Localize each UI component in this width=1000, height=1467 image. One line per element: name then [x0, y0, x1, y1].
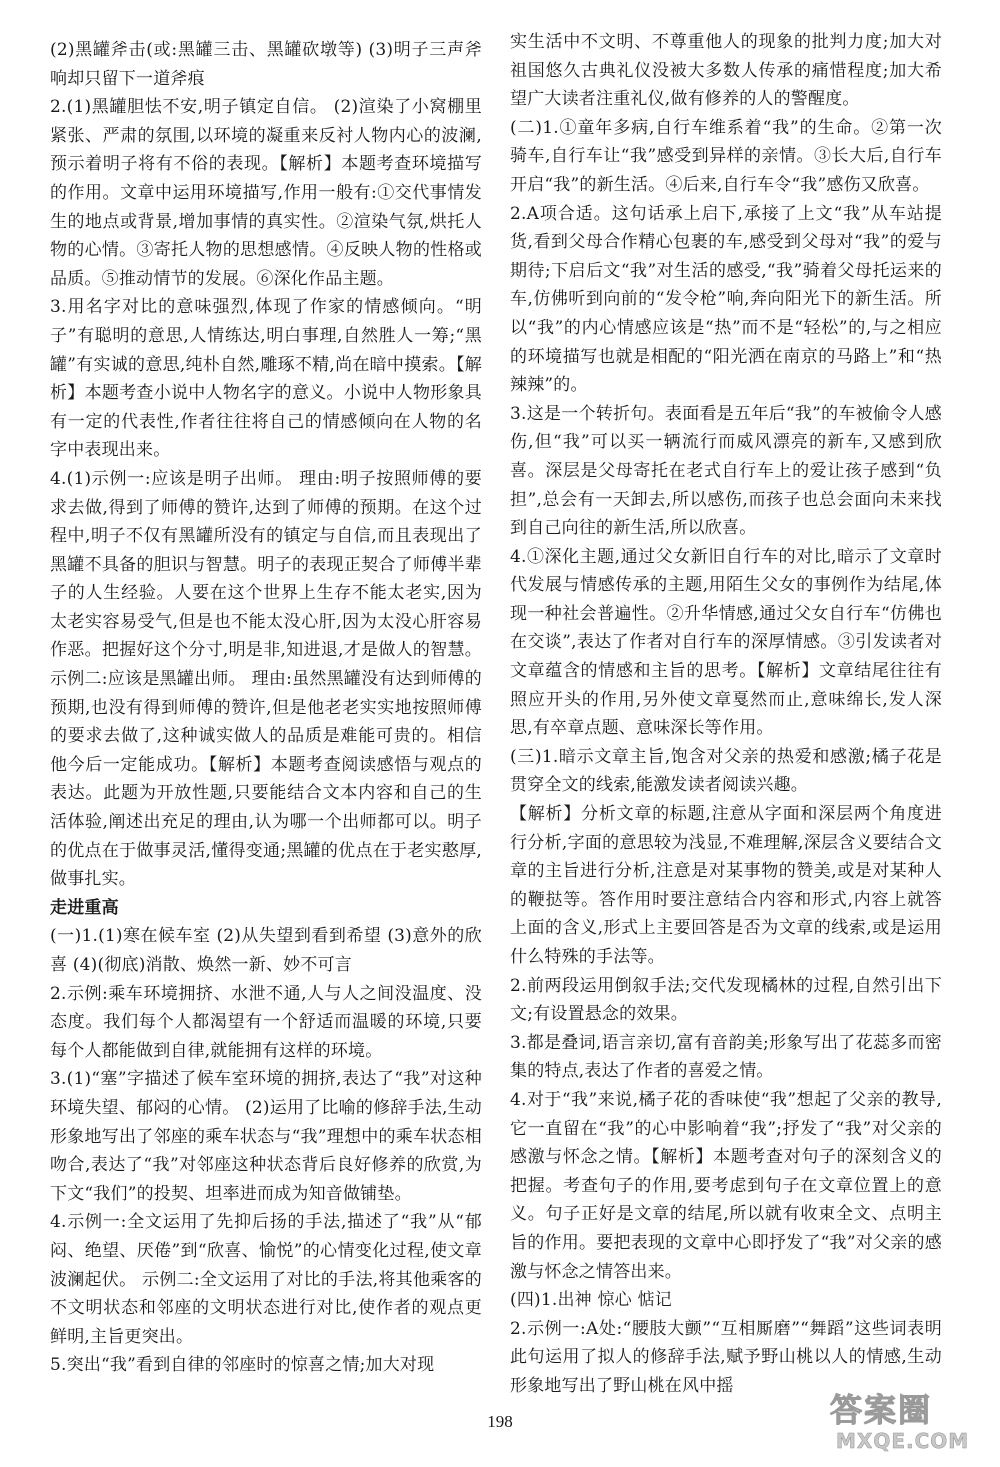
page-number: 198 — [487, 1412, 513, 1431]
right-paragraph-11: (四)1.出神 惊心 惦记 — [510, 1290, 672, 1311]
left-column — [50, 36, 482, 1380]
right-column — [510, 28, 942, 1401]
left-paragraph-1: (2)黑罐斧击(或:黑罐三击、黑罐砍墩等) (3)明子三声斧响却只留下一道斧痕 — [50, 40, 482, 89]
right-paragraph-1: 实生活中不文明、不尊重他人的现象的批判力度;加大对祖国悠久古典礼仪没被大多数人传承的痛惜程度;加大希望广大读者注重礼仪,做有修养的人的警醒度。 — [510, 32, 942, 110]
left-paragraph-8: 3.(1)“塞”字描述了候车室环境的拥挤,表达了“我”对这种环境失望、郁闷的心情。 (2)运用了比喻的修辞手法,生动形象地写出了邻座的乘车状态与“我”理想中的乘车状态相吻合,表达了“我”对邻座这种状态背后良好修养的欣赏,为下文“我们”的投契、坦率进而成为知音做铺垫。 — [50, 1069, 482, 1204]
right-paragraph-12: 2.示例一:A处:“腰肢大颤”“互相厮磨”“舞蹈”这些词表明此句运用了拟人的修辞手法,赋予野山桃以人的情感,生动形象地写出了野山桃在风中摇 — [510, 1318, 942, 1396]
right-paragraph-4: 3.这是一个转折句。表面看是五年后“我”的车被偷令人感伤,但“我”可以买一辆流行而威风漂亮的新车,又感到欣喜。深层是父母寄托在老式自行车上的爱让孩子感到“负担”,总会有一天卸去,所以感伤,而孩子也总会面向未来找到自己向往的新生活,所以欣喜。 — [510, 403, 942, 539]
right-paragraph-6: (三)1.暗示文章主旨,饱含对父亲的热爱和感激;橘子花是贯穿全文的线索,能激发读者阅读兴趣。 — [510, 746, 942, 796]
watermark-main-text: 答案圈 — [830, 1391, 933, 1429]
left-paragraph-3: 3.用名字对比的意味强烈,体现了作家的情感倾向。“明子”有聪明的意思,人情练达,明白事理,自然胜人一筹;“黑罐”有实诚的意思,纯朴自然,雕琢不精,尚在暗中摸索。【解析】本题考查小说中人物名字的意义。小说中人物形象具有一定的代表性,作者往往将自己的情感倾向在人物的名字中表现出来。 — [50, 297, 482, 461]
right-paragraph-8: 2.前两段运用倒叙手法;交代发现橘林的过程,自然引出下文;有设置悬念的效果。 — [510, 975, 942, 1025]
left-paragraph-7: 2.示例:乘车环境拥挤、水泄不通,人与人之间没温度、没态度。我们每个人都渴望有一个舒适而温暖的环境,只要每个人都能做到自律,就能拥有这样的环境。 — [50, 983, 482, 1061]
section-heading: 走进重高 — [50, 897, 119, 918]
left-paragraph-9: 4.示例一:全文运用了先抑后扬的手法,描述了“我”从“郁闷、绝望、厌倦”到“欣喜、愉悦”的心情变化过程,使文章波澜起伏。 示例二:全文运用了对比的手法,将其他乘客的不文明状态和邻座的文明状态进行对比,使作者的观点更鲜明,主旨更突出。 — [50, 1212, 482, 1347]
watermark-logo — [820, 1385, 990, 1455]
left-paragraph-10: 5.突出“我”看到自律的邻座时的惊喜之情;加大对现 — [50, 1355, 435, 1376]
right-paragraph-9: 3.都是叠词,语言亲切,富有音韵美;形象写出了花蕊多而密集的特点,表达了作者的喜爱之情。 — [510, 1032, 942, 1082]
right-paragraph-10: 4.对于“我”来说,橘子花的香味使“我”想起了父亲的教导,它一直留在“我”的心中影响着“我”;抒发了“我”对父亲的感激与怀念之情。【解析】本题考查对句子的深刻含义的把握。考查句子的作用,要考虑到句子在文章位置上的意义。句子正好是文章的结尾,所以就有收束全文、点明主旨的作用。要把表现的文章中心即抒发了“我”对父亲的感激与怀念之情答出来。 — [510, 1089, 942, 1282]
right-paragraph-2: (二)1.①童年多病,自行车维系着“我”的生命。②第一次骑车,自行车让“我”感受到异样的亲情。③长大后,自行车开启“我”的新生活。④后来,自行车令“我”感伤又欣喜。 — [510, 117, 942, 195]
right-paragraph-3: 2.A项合适。这句话承上启下,承接了上文“我”从车站提货,看到父母合作精心包裹的车,感受到父母对“我”的爱与期待;下启后文“我”对生活的感受,“我”骑着父母托运来的车,仿佛听到向前的“发令枪”响,奔向阳光下的新生活。所以“我”的内心情感应该是“热”而不是“轻松”的,与之相应的环境描写也就是相配的“阳光洒在南京的马路上”和“热辣辣”的。 — [510, 203, 942, 396]
right-paragraph-5: 4.①深化主题,通过父女新旧自行车的对比,暗示了文章时代发展与情感传承的主题,用陌生父女的事例作为结尾,体现一种社会普遍性。②升华情感,通过父女自行车“仿佛也在交谈”,表达了作者对自行车的深厚情感。③引发读者对文章蕴含的情感和主旨的思考。【解析】文章结尾往往有照应开头的作用,另外使文章戛然而止,意味绵长,发人深思,有卒章点题、意味深长等作用。 — [510, 546, 942, 739]
right-paragraph-7: 【解析】分析文章的标题,注意从字面和深层两个角度进行分析,字面的意思较为浅显,不难理解,深层含义要结合文章的主旨进行分析,注意是对某事物的赞美,或是对某种人的鞭挞等。答作用时要注意结合内容和形式,内容上就答上面的含义,形式上主要回答是否为文章的线索,或是运用什么特殊的手法等。 — [510, 804, 942, 967]
left-paragraph-2: 2.(1)黑罐胆怯不安,明子镇定自信。 (2)渲染了小窝棚里紧张、严肃的氛围,以环境的凝重来反衬人物内心的波澜,预示着明子将有不俗的表现。【解析】本题考查环境描写的作用。文章中运用环境描写,作用一般有:①交代事情发生的地点或背景,增加事情的真实性。②渲染气氛,烘托人物的心情。③寄托人物的思想感情。④反映人物的性格或品质。⑤推动情节的发展。⑥深化作品主题。 — [50, 97, 482, 289]
left-paragraph-6: (一)1.(1)寒在候车室 (2)从失望到看到希望 (3)意外的欣喜 (4)(彻底)消散、焕然一新、妙不可言 — [50, 926, 482, 975]
left-paragraph-4: 4.(1)示例一:应该是明子出师。 理由:明子按照师傅的要求去做,得到了师傅的赞许,达到了师傅的预期。在这个过程中,明子不仅有黑罐所没有的镇定与自信,而且表现出了黑罐不具备的胆识与智慧。明子的表现正契合了师傅半辈子的人生经验。人要在这个世界上生存不能太老实,因为太老实容易受气,但是也不能太没心肝,因为太没心肝容易作恶。把握好这个分寸,明是非,知进退,才是做人的智慧。 示例二:应该是黑罐出师。 理由:虽然黑罐没有达到师傅的预期,也没有得到师傅的赞许,但是他老老实实地按照师傅的要求去做了,这种诚实做人的品质是难能可贵的。相信他今后一定能成功。【解析】本题考查阅读感悟与观点的表达。此题为开放性题,只要能结合文本内容和自己的生活体验,阐述出充足的理由,认为哪一个出师都可以。明子的优点在于做事灵活,懂得变通;黑罐的优点在于老实憨厚,做事扎实。 — [50, 468, 482, 890]
watermark-url-text: MXQE.COM — [836, 1429, 970, 1453]
